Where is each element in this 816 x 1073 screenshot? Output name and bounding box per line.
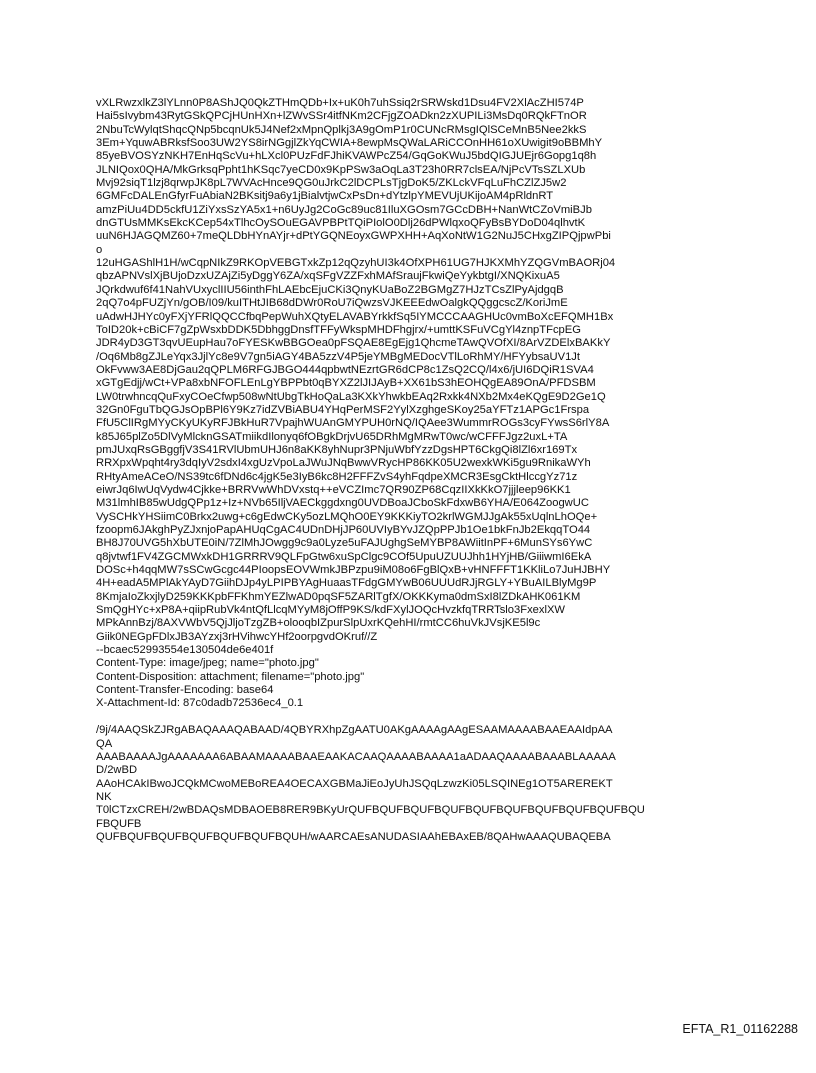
text-line: Content-Disposition: attachment; filename="photo.jpg" [96, 670, 365, 683]
text-line: X-Attachment-Id: 87c0dadb72536ec4_0.1 [96, 697, 304, 710]
text-line: SmQgHYc+xP8A+qiipRubVk4ntQfLlcqMYyM8jOffP9KS/kdFXylJOQcHvzkfqTRRTslo3FxexlXW [96, 604, 565, 617]
text-line: AAABAAAAJgAAAAAAA6ABAAMAAAABAAEAAKACAAQAAAABAAAA1aADAAQAAAABAAABLAAAAA [96, 750, 616, 763]
text-line: LW0trwhncqQuFxyCOeCfwp508wNtUbgTkHoQaLa3KXkYhwkbEAq2Rxkk4NXb2Mx4eKQgE9D2Ge1Q [96, 390, 606, 403]
text-line: 4H+eadA5MPlAkYAyD7GiihDJp4yLPIPBYAgHuaasTFdgGMYwB06UUUdRJjRGLY+YBuAILBlyMg9P [96, 577, 597, 590]
text-line: dnGTUsMMKsEkcKCep54xTlhcOySOuEGAVPBPtTQiPIolO0Dlj26dPWlqxoQFyBsBYDoD04qlhvtK [96, 217, 586, 230]
text-line: q8jvtwf1FV4ZGCMWxkDH1GRRRV9QLFpGtw6xuSpClgc9COf5UpuUZUUJhh1HYjHB/GiiiwmI6EkA [96, 550, 592, 563]
text-line: QUFBQUFBQUFBQUFBQUFBQUFBQUH/wAARCAEsANUDASIAAhEBAxEB/8QAHwAAAQUBAQEBA [96, 830, 611, 843]
text-line: 2NbuTcWylqtShqcQNp5bcqnUk5J4Nef2xMpnQplkj3A9gOmP1r0CUNcRMsgIQlSCeMnB5Nee2kkS [96, 123, 587, 136]
text-line: amzPiUu4DD5ckfU1ZiYxsSzYA5x1+n6UyJg2CoGc89uc81IluXGOsm7GCcDBH+NanWtCZoVmiBJb [96, 203, 592, 216]
text-line: k85J65plZo5DlVyMlcknGSATmiikdIlonyq6fOBgkDrjvU65DRhMgMRwT0wc/wCFFFJgz2uxL+TA [96, 430, 568, 443]
text-line: /9j/4AAQSkZJRgABAQAAAQABAAD/4QBYRXhpZgAATU0AKgAAAAgAAgESAAMAAAABAAEAAIdpAA [96, 724, 613, 737]
text-line: DOSc+h4qqMW7sSCwGcgc44PIoopsEOVWmkJBPzpu9iM08o6FgBlQxB+vHNFFFT1KKliLo7JuHJBHY [96, 564, 611, 577]
encoded-text-block [96, 97, 736, 711]
text-line: ToID20k+cBiCF7gZpWsxbDDK5DbhggDnsfTFFyWkspMHDFhgjrx/+umttKSFuVCgYl4znpTFcpEG [96, 323, 581, 336]
document-body [96, 97, 736, 844]
text-line: Content-Type: image/jpeg; name="photo.jpg" [96, 657, 319, 670]
attachment-data-block [96, 724, 736, 844]
text-line: vXLRwzxlkZ3lYLnn0P8AShJQ0QkZTHmQDb+Ix+uK0h7uhSsiq2rSRWskd1Dsu4FV2XlAcZHI574P [96, 97, 584, 109]
text-line: VySCHkYHSiimC0Brkx2uwg+c6gEdwCKy5ozLMQhO0EY9KKKiyTO2krlWGMJJgAk55xUqlnLhOQe+ [96, 510, 598, 523]
text-line: o [96, 243, 103, 256]
text-line: JDR4yD3GT3qvUEupHau7oFYESKwBBGOea0pFSQAE8EgEjg1QhcmeTAwQVOfXI/8ArVZDElxBAKkY [96, 337, 611, 350]
text-line: 85yeBVOSYzNKH7EnHqScVu+hLXcl0PUzFdFJhiKVAWPcZ54/GqGoKWuJ5bdQIGJUEjr6Gopg1q8h [96, 150, 597, 163]
text-line: 2qQ7o4pFUZjYn/gOB/I09/kuITHtJIB68dDWr0RoU7iQwzsVJKEEEdwOalgkQQggcscZ/KoriJmE [96, 297, 568, 310]
text-line: MPkAnnBzj/8AXVWbV5QjJljoTzgZB+olooqbIZpurSlpUxrKQehHI/rmtCC6huVkJVsjKE5l9c [96, 617, 541, 630]
text-line: Mvj92siqT1lzj8qrwpJK8pL7WVAcHnce9QG0uJrkC2lDCPLsTjgDoK5/ZKLckVFqLuFhCZlZJ5w2 [96, 177, 567, 190]
text-line: Content-Transfer-Encoding: base64 [96, 684, 274, 697]
text-line: D/2wBD [96, 764, 138, 777]
text-line: RRXpxWpqht4ry3dqIyV2sdxI4xgUzVpoLaJWuJNqBwwVRycHP86KK05U2wexkWKi5gu9RnikaWYh [96, 457, 591, 470]
text-line: 32Gn0FguTbQGJsOpBPl6Y9Kz7idZVBiABU4YHqPerMSF2YylXzghgeSKoy25aYFTz1APGc1Frspa [96, 403, 590, 416]
text-line: qbzAPNVslXjBUjoDzxUZAjZi5yDggY6ZA/xqSFgVZZFxhMAfSraujFkwiQeYykbtgI/XNQKixuA5 [96, 270, 560, 283]
text-line: FBQUFB [96, 817, 142, 830]
text-line: 6GMFcDALEnGfyrFuAbiaN2BKsitj9a6y1jBialvtjwCxPsDn+dYtzlpYMEVUjUKijoAM4pRldnRT [96, 190, 554, 203]
text-line: AAoHCAkIBwoJCQkMCwoMEBoREA4OECAXGBMaJiEoJyUhJSQqLzwzKi05LSQINEg1OT5AREREKT [96, 777, 613, 790]
text-line: uuN6HJAGQMZ60+7meQLDbHYnAYjr+dPtYGQNEoyxGWPXHH+AqXoNtW1G2NuJ5CHxgZIPQjpwPbi [96, 230, 611, 243]
text-line: Giik0NEGpFDlxJB3AYzxj3rHVihwcYHf2oorpgvdOKruf//Z [96, 630, 378, 643]
text-line: /Oq6Mb8gZJLeYqx3JjlYc8e9V7gn5iAGY4BA5zzV4P5jeYMBgMEDocVTlLoRhMY/HFYybsaUV1Jt [96, 350, 580, 363]
text-line: RHtyAmeACeO/NS39tc6fDNd6c4jgK5e3IyB6kc8H2FFFZvS4yhFqdpeXMCR3EsgCktHlccgYz71z [96, 470, 578, 483]
text-line: pmJUxqRsGBggfjV3S41RVlUbmUHJ6n8aKK8yhNupr3PNjuWbfYzzDgsHPT6CkgQi8lZl6xr169Tx [96, 443, 578, 456]
text-line: 3Em+YquwABRksfSoo3UW2YS8irNGgjlZkYqCWIA+8ewpMsQWaLARiCCOnHH61oXUwigit9oBBMhY [96, 137, 603, 150]
text-line: xGTgEdjj/wCt+VPa8xbNFOFLEnLgYBPPbt0qBYXZ2lJIJAyB+XX61bS3hEOHQgEA89OnA/PFDSBM [96, 377, 596, 390]
text-line: uAdwHJHYc0yFXjYFRlQQCCfbqPepWuhXQtyELAVABYrkkfSq5IYMCCCAAGHUc0vmBoXcEFQMH1Bx [96, 310, 614, 323]
text-line: M31lmhIB85wUdgQPp1z+Iz+NVb65IljVAECkggdxng0UVDBoaJCboSkFdxwB6YHA/E064ZoogwUC [96, 497, 589, 510]
blank-line [96, 711, 736, 724]
text-line: Hai5sIvybm43RytGSkQPCjHUnHXn+lZWvSSr4itfNKm2CFjgZOADkn2zXUPILi3MsDq0RQkFTnOR [96, 110, 587, 123]
text-line: NK [96, 790, 112, 803]
text-line: JQrkdwuf6f41NahVUxyclIIU56inthFhLAEbcEjuCKi3QnyKUaBoZ2BGMgZ7HJzTCsZlPyAjdgqB [96, 283, 564, 296]
text-line: fzoopm6JAkghPyZJxnjoPapAHUqCgAC4UDnDHjJP60UVIyBYvJZQpPPJb1Oe1bkFnJb2EkqqTO44 [96, 524, 591, 536]
text-line: JLNIQox0QHA/MkGrksqPpht1hKSqc7yeCD0x9KpPSw3aOqLa3T23h0RR7clsEA/NjPcVTsSZLXUb [96, 163, 586, 176]
text-line: QA [96, 737, 113, 750]
text-line: OkFvww3AE8DjGau2qQPLM6RFGJBGO444qpbwtNEzrtGR6dCP8c1ZsQ2CQ/l4x6/jUI6DQiR1SVA4 [96, 363, 594, 376]
text-line: eiwrJq6IwUqVydw4Cjkke+BRRVwWhDVxstq++eVCZImc7QR90ZP68CqzIIXkKkO7jjjleep96KK1 [96, 483, 571, 496]
document-id: EFTA_R1_01162288 [682, 1022, 798, 1036]
text-line: FfU5ClIRgMYyCKyUKyRFJBkHuR7VpajhWUAnGMYPUH0rNQ/IQAee3WummrROGs3cyFYwsS6rlY8A [96, 417, 610, 430]
text-line: 8KmjaIoZkxjlyD259KKKpbFFKhmYEZlwAD0pqSF5ZARlTgfX/OKKKyma0dmSxI8lZDkAHK061KM [96, 590, 581, 603]
text-line: --bcaec52993554e130504de6e401f [96, 644, 274, 657]
text-line: BH8J70UVG5hXbUTE0iN/7ZlMhJOwgg9c9a0Lyze5uFAJUghgSeMYBP8AWiitInPF+6MunSYs6YwC [96, 537, 593, 550]
text-line: T0lCTzxCREH/2wBDAQsMDBAOEB8RER9BKyUrQUFBQUFBQUFBQUFBQUFBQUFBQUFBQUFBQUFBQU [96, 804, 645, 817]
text-line: 12uHGAShlH1H/wCqpNIkZ9RKOpVEBGTxkZp12qQzyhUI3k4OfXPH61UG7HJKXMhYZQGVmBAORj04 [96, 257, 616, 270]
